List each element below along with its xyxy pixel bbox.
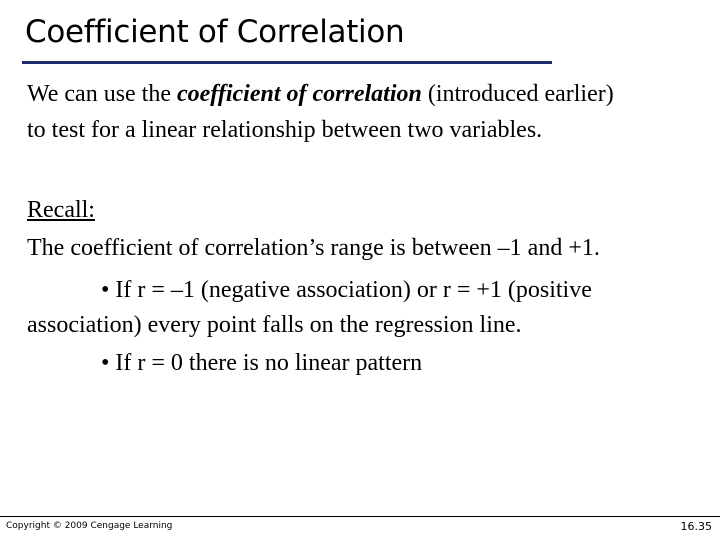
title-underline	[22, 61, 552, 64]
recall-text: The coefficient of correlation’s range is between –1 and +1.	[27, 235, 600, 261]
slide-number: 16.35	[680, 520, 712, 533]
bullet-1-line-1: • If r = –1 (negative association) or r = +1 (positive	[101, 277, 592, 303]
paragraph-line-1	[27, 80, 614, 108]
bullet-2: • If r = 0 there is no linear pattern	[101, 350, 423, 376]
paragraph-suffix: (introduced earlier)	[421, 81, 614, 107]
paragraph-line-2: to test for a linear relationship between two variables.	[27, 117, 543, 143]
paragraph-prefix: We can use the	[27, 81, 177, 107]
slide-title: Coefficient of Correlation	[25, 14, 405, 50]
footer-divider	[0, 516, 720, 517]
bullet-1-line-2: association) every point falls on the regression line.	[27, 312, 522, 338]
recall-label: Recall:	[27, 197, 95, 223]
emphasized-term: coefficient of correlation	[177, 81, 422, 107]
footer-copyright: Copyright © 2009 Cengage Learning	[6, 521, 173, 531]
